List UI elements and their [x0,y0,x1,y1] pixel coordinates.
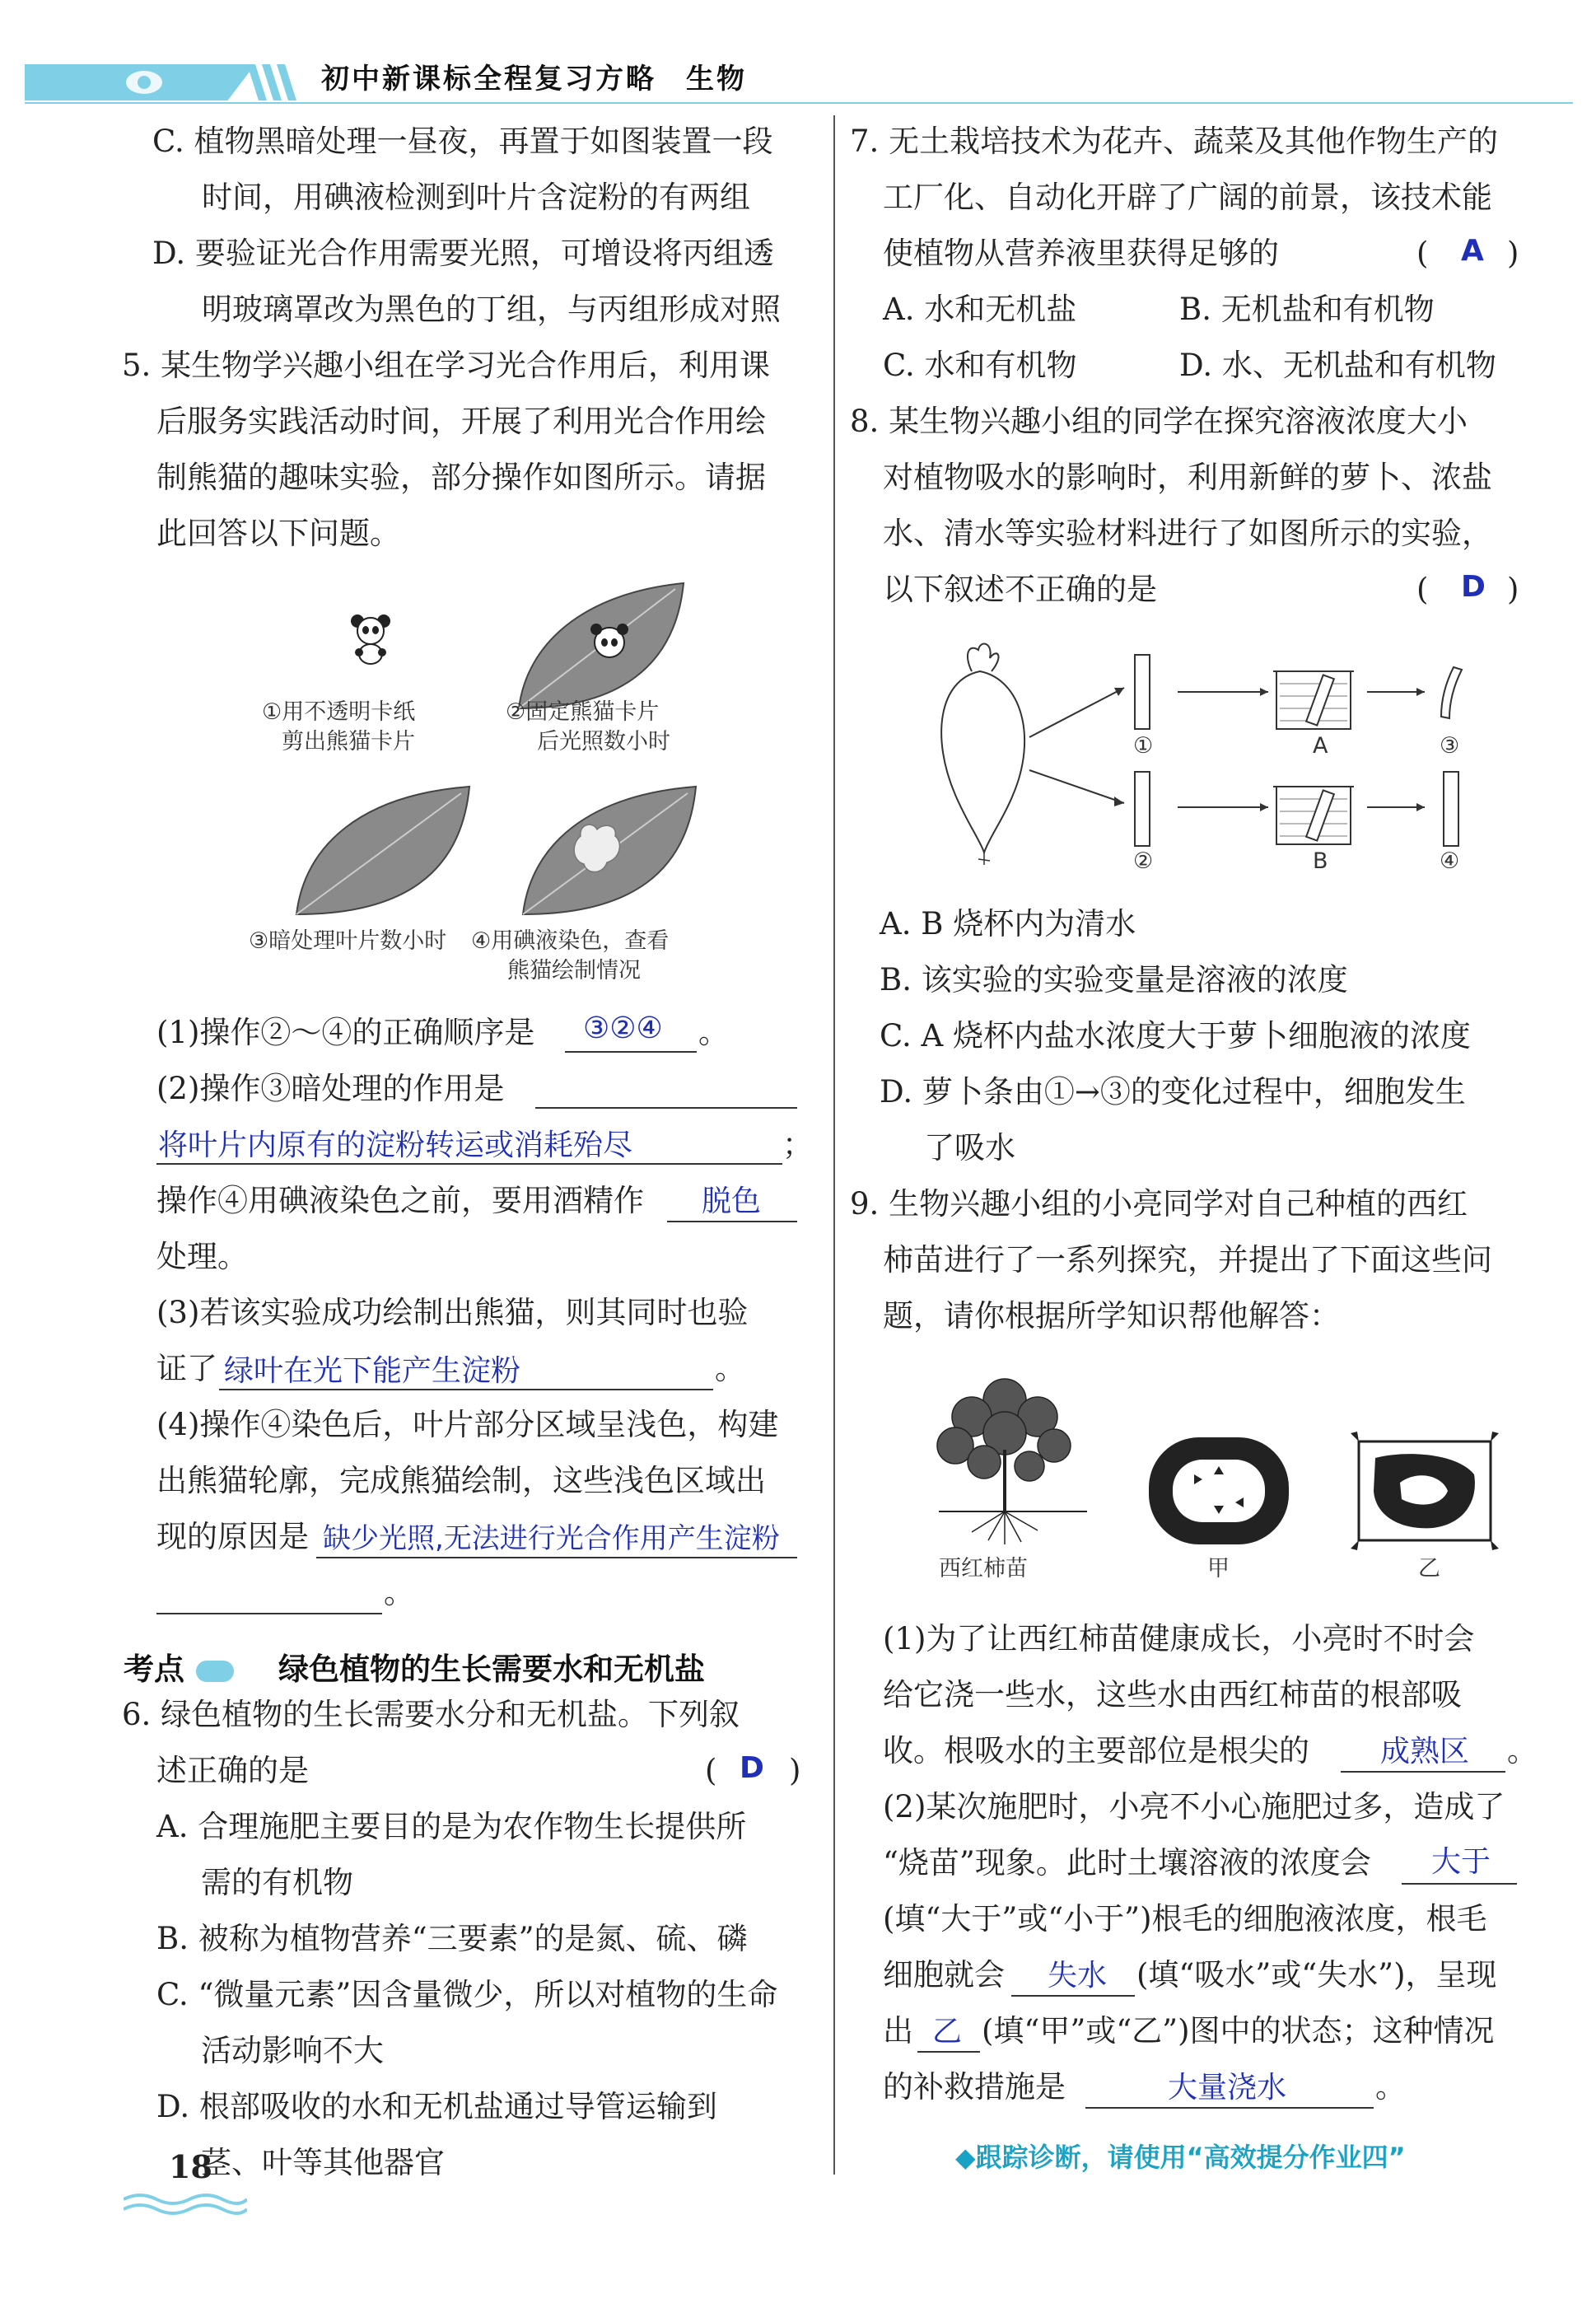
q8-option: C. A 烧杯内盐水浓度大于萝卜细胞液的浓度 [880,1018,1471,1054]
left-line: D. 要验证光合作用需要光照，可增设将丙组透 [152,236,774,271]
fig5-label-4b: 熊猫绘制情况 [507,958,641,983]
q9-2-l4-prefix: 细胞就会 [883,1957,1005,1993]
page-number: 18 [169,2148,212,2185]
q9-line: 柿苗进行了一系列探究，并提出了下面这些问 [883,1242,1492,1278]
q9-2-answer-2: 失水 [1048,1959,1108,1993]
q7-option-a: A. 水和无机盐 [883,292,1077,327]
q9-2-l5-prefix: 出 [883,2013,913,2049]
q9-2-blank-1 [1402,1883,1517,1885]
subject-label: 生物 [686,63,747,96]
tomato-seedling-icon [906,1367,1104,1549]
q6-option: 需的有机物 [201,1865,353,1900]
fig8-label-3: ③ [1440,733,1460,759]
q8-paren-close: ) [1507,572,1519,607]
q9-1-suffix: 。 [1507,1733,1538,1768]
kaodian-title: 绿色植物的生长需要水和无机盐 [278,1652,705,1687]
q9-2-blank-2 [1011,1995,1135,1997]
q9-2-l6-prefix: 的补救措施是 [883,2069,1066,2105]
q5-2-answer: 将叶片内原有的淀粉转运或消耗殆尽 [158,1128,633,1162]
q5-2b-answer: 脱色 [702,1184,762,1218]
q9-line: 9. 生物兴趣小组的小亮同学对自己种植的西红 [850,1186,1468,1222]
q8-option: D. 萝卜条由①→③的变化过程中，细胞发生 [880,1074,1466,1110]
q8-line: 水、清水等实验材料进行了如图所示的实验， [883,516,1492,551]
column-divider [833,115,835,2175]
q5-4-prefix: 现的原因是 [156,1519,309,1554]
q8-answer: D [1461,570,1486,604]
header-title [321,56,747,96]
q9-2-l4-suffix: (填“吸水”或“失水”)，呈现 [1136,1957,1497,1993]
q9-1-blank [1341,1771,1505,1773]
fig5-label-2a: ②固定熊猫卡片 [506,699,660,725]
q9-2-l6-suffix: 。 [1375,2069,1406,2105]
q7-paren-open: ( [1416,236,1429,271]
fig9-label-yi: 乙 [1418,1556,1440,1581]
q5-2b-blank [667,1221,797,1222]
fig8-label-1: ① [1133,733,1154,759]
q5-2b-prefix: 操作④用碘液染色之前，要用酒精作 [156,1183,644,1218]
fig8-label-a: A [1313,733,1328,759]
q6-option: C. “微量元素”因含量微少，所以对植物的生命 [156,1977,778,2012]
stained-leaf-icon [515,778,704,923]
kaodian-heading [124,1644,705,1689]
q8-option: B. 该实验的实验变量是溶液的浓度 [880,962,1348,997]
q7-option-c: C. 水和有机物 [883,348,1077,383]
q5-4-line1: (4)操作④染色后，叶片部分区域呈浅色，构建 [156,1407,779,1442]
q9-2-line1: (2)某次施肥时，小亮不小心施肥过多，造成了 [883,1789,1505,1824]
left-line: 制熊猫的趣味实验，部分操作如图所示。请据 [156,460,766,495]
header-logo-icon [115,64,173,100]
left-line: 后服务实践活动时间，开展了利用光合作用绘 [156,404,766,439]
wave-decoration-icon [124,2191,247,2216]
q5-3-suffix: 。 [715,1351,745,1386]
q5-1-prefix: (1)操作②～④的正确顺序是 [156,1015,535,1050]
fig5-label-1b: 剪出熊猫卡片 [282,729,415,755]
fig5-label-2b: 后光照数小时 [537,729,670,755]
q9-2-blank-3 [917,2051,980,2053]
q8-option: 了吸水 [924,1130,1015,1166]
q5-2-prefix: (2)操作③暗处理的作用是 [156,1071,505,1106]
fig9-label-tomato: 西红柿苗 [939,1556,1028,1581]
q7-answer: A [1461,234,1484,268]
q9-line: 题，请你根据所学知识帮他解答： [883,1298,1340,1334]
q5-3-answer: 绿叶在光下能产生淀粉 [224,1354,521,1388]
book-title: 初中新课标全程复习方略 [321,63,656,96]
left-line: 明玻璃罩改为黑色的丁组，与丙组形成对照 [202,292,781,327]
q5-3-prefix: 证了 [156,1351,217,1386]
q5-4-blank-b [156,1613,382,1614]
q5-1-answer: ③②④ [583,1011,663,1045]
q9-2-line3: (填“大于”或“小于”)根毛的细胞液浓度，根毛 [883,1901,1487,1937]
kaodian-pill-icon [196,1661,234,1682]
fig8-label-b: B [1313,848,1328,874]
q9-2-answer-4: 大量浇水 [1168,2071,1287,2105]
q5-2-blank-a [535,1107,797,1109]
q8-line: 以下叙述不正确的是 [883,572,1157,607]
q7-line: 7. 无土栽培技术为花卉、蔬菜及其他作物生产的 [850,124,1499,159]
q5-1-suffix: 。 [698,1015,729,1050]
q9-2-blank-4 [1085,2107,1374,2109]
left-line: 5. 某生物学兴趣小组在学习光合作用后，利用课 [122,348,771,383]
q7-option-d: D. 水、无机盐和有机物 [1179,348,1496,383]
q6-paren-close: ) [789,1753,801,1788]
q5-3-line1: (3)若该实验成功绘制出熊猫，则其同时也验 [156,1295,749,1330]
left-line: 时间，用碘液检测到叶片含淀粉的有两组 [202,180,750,215]
q6-option: 活动影响不大 [201,2033,384,2068]
fig8-label-4: ④ [1440,848,1460,874]
footer-note: ◆跟踪诊断，请使用“高效提分作业四” [955,2142,1406,2173]
q8-paren-open: ( [1416,572,1429,607]
header-rule [25,102,1573,104]
fig9-label-jia: 甲 [1207,1556,1230,1581]
fig5-label-4a: ④用碘液染色，查看 [471,928,670,954]
fig5-label-3: ③暗处理叶片数小时 [249,928,447,954]
q6-option: D. 根部吸收的水和无机盐通过导管运输到 [156,2089,717,2124]
q6-line2: 述正确的是 [156,1753,309,1788]
q7-paren-close: ) [1507,236,1519,271]
q9-2-answer-1: 大于 [1431,1845,1491,1879]
q8-line: 对植物吸水的影响时，利用新鲜的萝卜、浓盐 [883,460,1492,495]
q9-1-answer: 成熟区 [1380,1735,1470,1768]
q9-1-prefix: 收。根吸水的主要部位是根尖的 [883,1733,1309,1768]
q8-option: A. B 烧杯内为清水 [880,906,1136,941]
q7-option-b: B. 无机盐和有机物 [1179,292,1435,327]
q9-2-l5-suffix: (填“甲”或“乙”)图中的状态；这种情况 [982,2013,1495,2049]
q6-line1: 6. 绿色植物的生长需要水分和无机盐。下列叙 [122,1697,740,1732]
q5-4-suffix: 。 [384,1575,414,1610]
q9-2-answer-3: 乙 [932,2015,963,2049]
q7-line: 工厂化、自动化开辟了广阔的前景，该技术能 [883,180,1492,215]
q9-2-prefix: “烧苗”现象。此时土壤溶液的浓度会 [883,1845,1371,1880]
q8-line: 8. 某生物兴趣小组的同学在探究溶液浓度大小 [850,404,1468,439]
q6-option: B. 被称为植物营养“三要素”的是氮、硫、磷 [156,1921,748,1956]
left-line: 此回答以下问题。 [156,516,400,551]
q9-1-line: (1)为了让西红柿苗健康成长，小亮时不时会 [883,1621,1475,1656]
panda-card-icon [346,610,395,667]
q5-4-line2: 出熊猫轮廓，完成熊猫绘制，这些浅色区域出 [156,1463,766,1498]
q5-2-suffix: ； [782,1127,813,1162]
q6-option: A. 合理施肥主要目的是为农作物生长提供所 [156,1809,747,1844]
cell-jia-icon [1145,1433,1293,1549]
q5-2b-suffix: 处理。 [156,1239,248,1274]
dark-leaf-icon [288,778,478,923]
q6-answer: D [740,1751,764,1785]
q7-line: 使植物从营养液里获得足够的 [883,236,1279,271]
q5-1-blank [565,1051,697,1053]
cell-yi-icon [1342,1425,1507,1557]
q9-1-line: 给它浇一些水，这些水由西红柿苗的根部吸 [883,1677,1462,1712]
kaodian-label: 考点 [124,1652,184,1687]
header-stripes [247,64,313,100]
fig5-label-1a: ①用不透明卡纸 [262,699,416,725]
q6-paren-open: ( [705,1753,717,1788]
left-line: C. 植物黑暗处理一昼夜，再置于如图装置一段 [152,124,773,159]
q6-option: 茎、叶等其他器官 [201,2145,445,2180]
radish-experiment-diagram [914,638,1491,869]
fig8-label-2: ② [1133,848,1154,874]
q5-4-blank-a [316,1557,797,1558]
q5-4-answer: 缺少光照,无法进行光合作用产生淀粉 [323,1522,780,1555]
